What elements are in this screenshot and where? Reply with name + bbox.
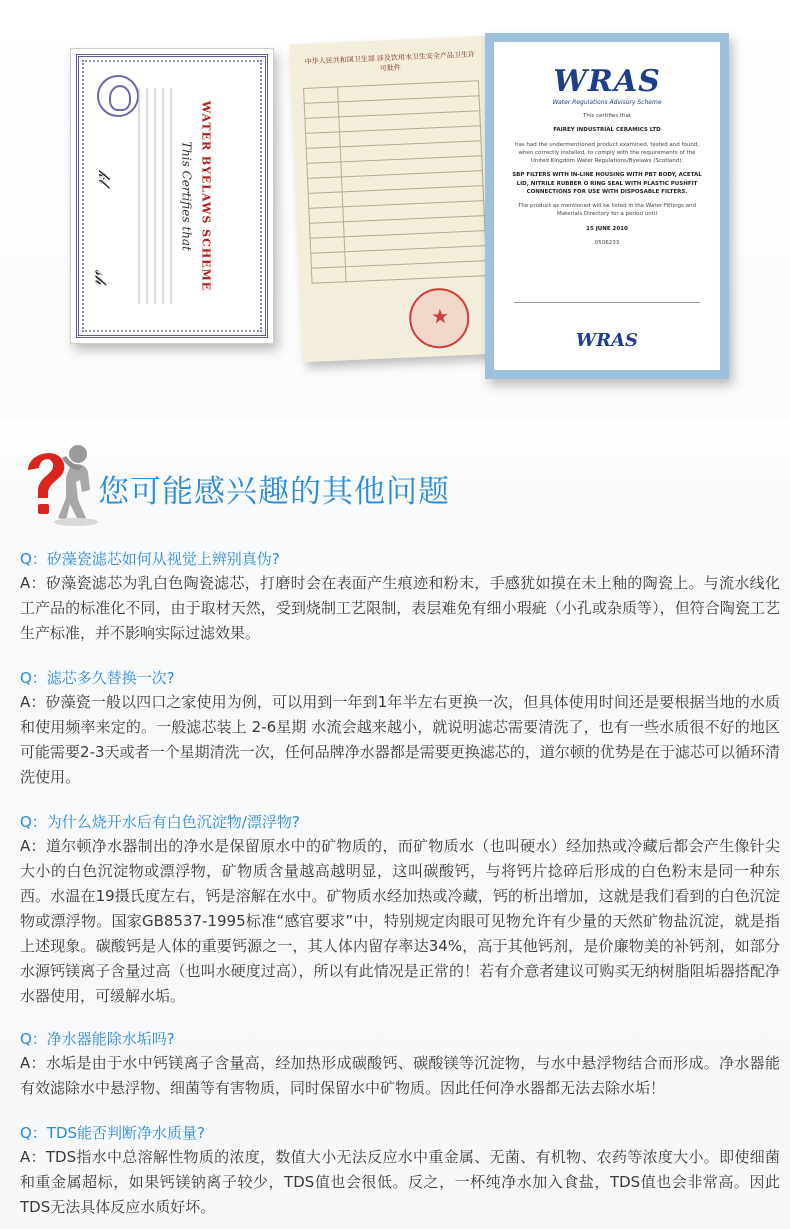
hygiene-license-certificate [289,36,503,362]
signature-icon: 𝓈𝒽 [91,269,111,285]
byelaws-certify-text: This Certifies that [179,141,194,251]
wras-certificate [485,33,729,379]
hygiene-license-table [303,80,487,283]
faq-question: Q：为什么烧开水后有白色沉淀物/漂浮物? [20,813,300,831]
faq-item [20,1121,780,1220]
faq-item [20,1027,780,1101]
wras-directory: The product as mentioned will be listed in the Water Fittings and Materials Directory for a period until [517,203,697,218]
wras-certifies: This certifies that [583,113,631,119]
wras-subtitle: Water Regulations Advisory Scheme [552,99,662,106]
faq-answer: A：道尔顿净水器制出的净水是保留原水中的矿物质的，而矿物质水（也叫硬水）经加热或冷藏后都会产生像针尖大小的白色沉淀物或漂浮物，矿物质含量越高越明显，这叫碳酸钙，与将钙片捻碎后形成的白色粉末是同一种东西。水温在19摄氏度左右，钙是溶解在水中。矿物质水经加热或冷藏，钙的析出增加，这就是我们看到的白色沉淀物或漂浮物。国家GB8537-1995标准“感官要求”中，特别规定肉眼可见物允许有少量的天然矿物盐沉淀，就是指上述现象。碳酸钙是人体的重要钙源之一，其人体内留存率达34%，高于其他钙剂，是价廉物美的补钙剂，如部分水源钙镁离子含量过高（也叫水硬度过高），所以有此情况是正常的！若有介意者建议可购买无纳树脂阻垢器搭配净水器使用，可缓解水垢。 [20,837,780,1005]
wras-company: FAIREY INDUSTRIAL CERAMICS LTD [553,127,661,134]
faq-answer: A：水垢是由于水中钙镁离子含量高，经加热形成碳酸钙、碳酸镁等沉淀物，与水中悬浮物结合而形成。净水器能有效滤除水中悬浮物、细菌等有害物质，同时保留水中矿物质。因此任何净水器都无法去除水垢！ [20,1054,780,1097]
wras-body: has had the undermentioned product examined, tested and found, when correctly installed, to comply with the requirements of the United Kingdom Water Regulations/Byelaws (Scotland). [514,141,700,164]
signature-icon: 𝓀𝓁 [94,170,114,184]
faq-question: Q：矽藻瓷滤芯如何从视觉上辨别真伪? [20,550,280,568]
official-stamp-icon [408,287,471,350]
faq-question: Q：净水器能除水垢吗? [20,1030,175,1048]
signature-line [514,302,700,303]
byelaws-scheme-title: WATER BYELAWS SCHEME [199,100,213,292]
wras-expiry: 15 JUNE 2010 [586,225,628,232]
faq-answer: A：TDS指水中总溶解性物质的浓度，数值大小无法反应水中重金属、无菌、有机物、农药等浓度大小。即使细菌和重金属超标，如果钙镁钠离子较少，TDS值也会很低。反之，一杯纯净水加入食盐，TDS值也会非常高。因此TDS无法具体反应水质好坏。 [20,1148,780,1216]
wras-product: SBP FILTERS WITH IN-LINE HOUSING WITH PBT BODY, ACETAL LID, NITRILE RUBBER O RING SEAL WITH PLASTIC PUSHFIT CONNECTIONS FOR USE WITH DISPOSABLE FILTERS. [512,172,702,195]
certificates-banner [0,0,790,420]
faq-question: Q：滤芯多久替换一次? [20,669,175,687]
wras-footer-logo: WRAS [575,330,639,351]
faq-item [20,547,780,646]
faq-answer: A：矽藻瓷滤芯为乳白色陶瓷滤芯，打磨时会在表面产生痕迹和粉末，手感犹如摸在未上釉的陶瓷上。与流水线化工产品的标准化不同，由于取材天然，受到烧制工艺限制，表层难免有细小瑕疵（小孔或杂质等），但符合陶瓷工艺生产标准，并不影响实际过滤效果。 [20,574,780,642]
faq-item [20,810,780,1009]
wras-number: 0506233 [594,239,620,246]
faq-header [20,440,780,530]
hygiene-license-title: 中华人民共和国卫生部 涉及饮用水卫生安全产品卫生许可批件 [304,50,476,73]
faq-answer: A：矽藻瓷一般以四口之家使用为例，可以用到一年到1年半左右更换一次，但具体使用时间还是要根据当地的水质和使用频率来定的。一般滤芯装上 2-6星期 水流会越来越小，就说明滤芯需要清洗了，也有一些水质很不好的地区可能需要2-3天或者一个星期清洗一次，任何品牌净水器都是需要更换滤芯的，道尔顿的优势是在于滤芯可以循环清洗使用。 [20,693,780,786]
water-byelaws-certificate [70,48,274,344]
faq-question: Q：TDS能否判断净水质量? [20,1124,206,1142]
faq-section [0,420,790,1229]
wras-logo: WRAS [553,64,661,99]
faq-title: 您可能感兴趣的其他问题 [98,474,450,510]
faq-item [20,666,780,790]
